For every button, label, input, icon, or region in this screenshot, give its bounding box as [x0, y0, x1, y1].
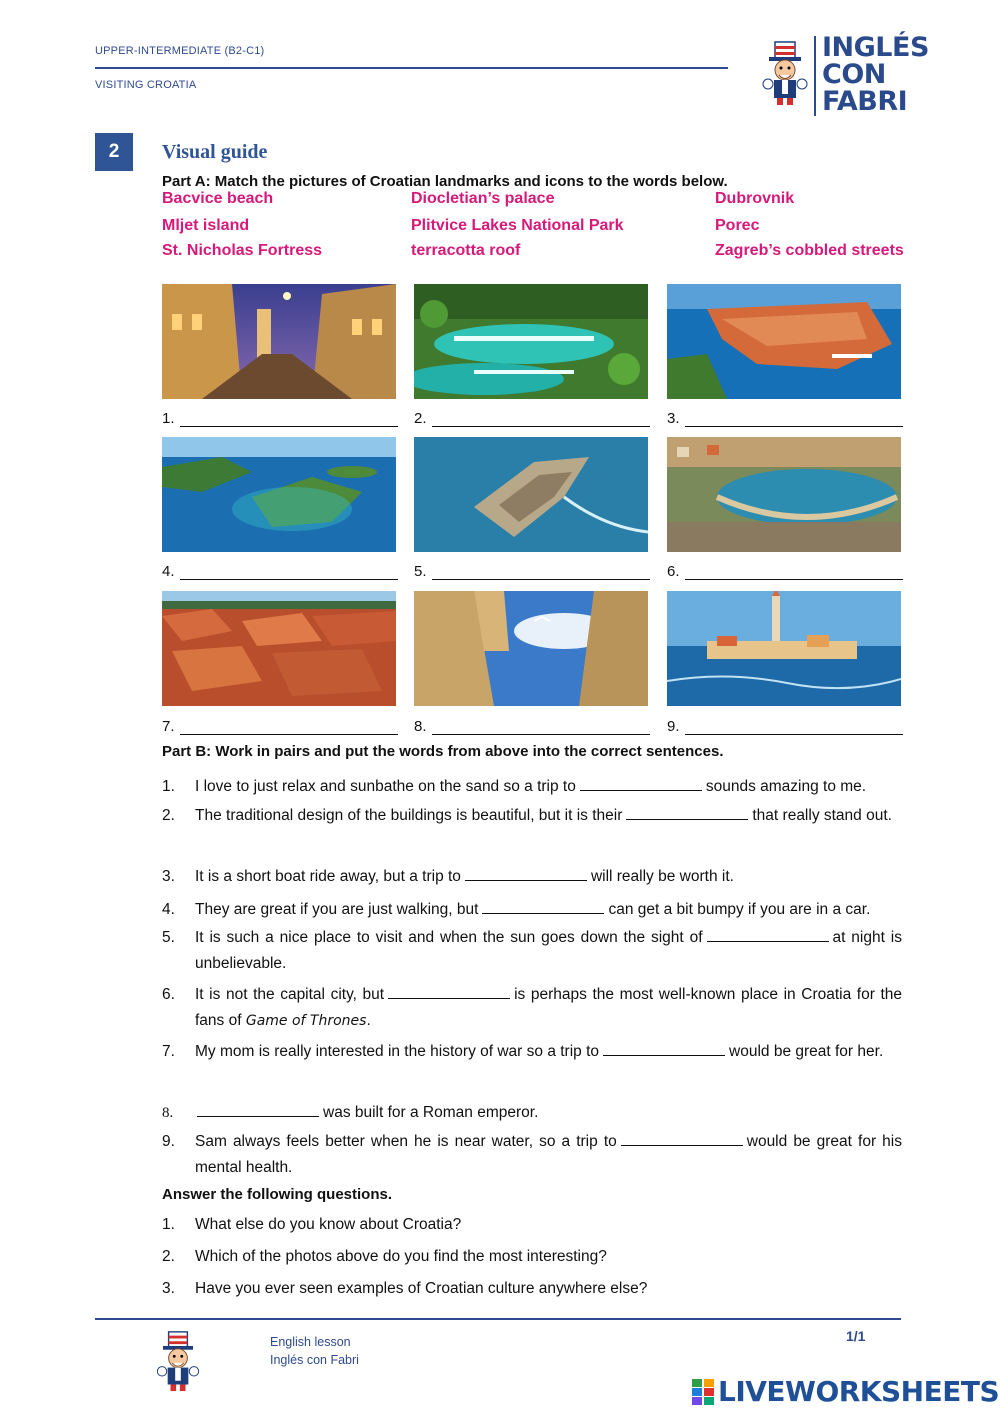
sentence-number: 9.	[162, 1133, 175, 1150]
answer-line-5[interactable]	[432, 579, 650, 580]
blank-number: 2.	[414, 410, 427, 427]
blank-number: 3.	[667, 410, 680, 427]
photo-3	[667, 284, 901, 399]
word-bank-item: Plitvice Lakes National Park	[411, 217, 624, 234]
sentence-text: I love to just relax and sunbathe on the sand so a trip to	[195, 778, 576, 795]
sentence-blank[interactable]	[621, 1131, 743, 1146]
sentence-text: at night is unbelievable.	[195, 929, 902, 972]
photo-9	[667, 591, 901, 706]
blank-number: 8.	[414, 718, 427, 735]
sentence-number: 7.	[162, 1043, 175, 1060]
photo-7	[162, 591, 396, 706]
photo-8	[414, 591, 648, 706]
sentence-text: was built for a Roman emperor.	[323, 1104, 539, 1121]
sentence-4	[162, 897, 902, 923]
sentence-number: 2.	[162, 807, 175, 824]
question-text: Which of the photos above do you find the most interesting?	[195, 1248, 607, 1265]
level-label: UPPER-INTERMEDIATE (B2-C1)	[95, 45, 265, 57]
sentence-5	[162, 925, 902, 977]
sentence-text: would be great for his mental health.	[195, 1133, 902, 1176]
sentence-blank[interactable]	[626, 805, 748, 820]
question-number: 3.	[162, 1280, 175, 1297]
sentence-text: can get a bit bumpy if you are in a car.	[608, 901, 871, 918]
answer-line-4[interactable]	[180, 579, 398, 580]
word-bank-item: Porec	[715, 217, 760, 234]
section-title: Visual guide	[162, 141, 268, 163]
sentence-text: They are great if you are just walking, but	[195, 901, 479, 918]
word-bank-item: Zagreb’s cobbled streets	[715, 242, 904, 259]
footer-line-2: Inglés con Fabri	[270, 1353, 359, 1367]
sentence-blank[interactable]	[580, 776, 702, 791]
sentence-text: It is a short boat ride away, but a trip to	[195, 868, 461, 885]
blank-number: 7.	[162, 718, 175, 735]
question-2	[162, 1244, 902, 1270]
word-bank-item: Dubrovnik	[715, 190, 795, 207]
answer-line-6[interactable]	[685, 579, 903, 580]
sentence-text: My mom is really interested in the history of war so a trip to	[195, 1043, 600, 1060]
blank-number: 6.	[667, 563, 680, 580]
logo-text	[822, 34, 929, 115]
blank-number: 9.	[667, 718, 680, 735]
answer-line-2[interactable]	[432, 426, 650, 427]
part-a-instruction: Part A: Match the pictures of Croatian landmarks and icons to the words below.	[162, 173, 728, 190]
word-bank-item: Mljet island	[162, 217, 250, 234]
sentence-6	[162, 982, 902, 1034]
question-number: 2.	[162, 1248, 175, 1265]
sentence-italic-title: Game of Thrones	[245, 1013, 367, 1029]
footer-line-1: English lesson	[270, 1335, 351, 1349]
answer-line-3[interactable]	[685, 426, 903, 427]
section-number: 2	[95, 133, 133, 171]
logo-line-1: INGLÉS	[822, 32, 929, 63]
uncle-sam-mascot-icon	[153, 1330, 203, 1392]
sentence-blank[interactable]	[707, 927, 829, 942]
sentence-text: is perhaps the most well-known place in Croatia for the fans of	[195, 986, 902, 1029]
sentence-text: It is not the capital city, but	[195, 986, 385, 1003]
sentence-3	[162, 864, 902, 890]
sentence-8	[162, 1100, 902, 1126]
sentence-2	[162, 803, 902, 855]
sentence-text: It is such a nice place to visit and when the sun goes down the sight of	[195, 929, 703, 946]
question-number: 1.	[162, 1216, 175, 1233]
sentence-text: .	[366, 1012, 371, 1029]
photo-6	[667, 437, 901, 552]
word-bank-item: Diocletian’s palace	[411, 190, 555, 207]
sentence-blank[interactable]	[388, 984, 510, 999]
word-bank-item: St. Nicholas Fortress	[162, 242, 323, 259]
sentence-blank[interactable]	[482, 899, 604, 914]
question-1	[162, 1212, 902, 1238]
sentence-number: 5.	[162, 929, 175, 946]
blank-number: 4.	[162, 563, 175, 580]
sentence-number: 4.	[162, 901, 175, 918]
word-bank-item: terracotta roof	[411, 242, 521, 259]
photo-1	[162, 284, 396, 399]
question-3	[162, 1276, 902, 1302]
footer-divider	[95, 1318, 901, 1320]
photo-2	[414, 284, 648, 399]
sentence-number: 8.	[162, 1105, 174, 1121]
sentence-blank[interactable]	[197, 1102, 319, 1117]
question-text: What else do you know about Croatia?	[195, 1216, 462, 1233]
blank-number: 1.	[162, 410, 175, 427]
sentence-text: will really be worth it.	[590, 868, 734, 885]
question-text: Have you ever seen examples of Croatian culture anywhere else?	[195, 1280, 648, 1297]
sentence-text: that really stand out.	[752, 807, 892, 824]
logo-line-3: FABRI	[822, 86, 908, 117]
sentence-text: would be great for her.	[729, 1043, 884, 1060]
questions-heading: Answer the following questions.	[162, 1186, 393, 1203]
sentence-1	[162, 774, 902, 800]
sentence-number: 6.	[162, 986, 175, 1003]
liveworksheets-logo-icon	[692, 1379, 714, 1405]
uncle-sam-mascot-icon	[760, 40, 810, 106]
part-b-instruction: Part B: Work in pairs and put the words from above into the correct sentences.	[162, 743, 724, 760]
sentence-blank[interactable]	[603, 1041, 725, 1056]
sentence-number: 1.	[162, 778, 175, 795]
sentence-text: Sam always feels better when he is near water, so a trip to	[195, 1133, 617, 1150]
word-bank-item: Bacvice beach	[162, 190, 274, 207]
sentence-7	[162, 1039, 902, 1091]
answer-line-7[interactable]	[180, 734, 398, 735]
photo-4	[162, 437, 396, 552]
answer-line-9[interactable]	[685, 734, 903, 735]
header-divider	[95, 67, 728, 69]
sentence-text: The traditional design of the buildings is beautiful, but it is their	[195, 807, 623, 824]
photo-5	[414, 437, 648, 552]
topic-label: VISITING CROATIA	[95, 79, 197, 91]
sentence-text: sounds amazing to me.	[705, 778, 867, 795]
blank-number: 5.	[414, 563, 427, 580]
answer-line-1[interactable]	[180, 426, 398, 427]
logo-line-2: CON	[822, 59, 886, 90]
liveworksheets-brand[interactable]: LIVEWORKSHEETS	[718, 1375, 1000, 1408]
sentence-number: 3.	[162, 868, 175, 885]
page-number: 1/1	[846, 1328, 866, 1344]
sentence-blank[interactable]	[465, 866, 587, 881]
sentence-9	[162, 1129, 902, 1181]
logo-divider	[814, 36, 816, 116]
answer-line-8[interactable]	[432, 734, 650, 735]
